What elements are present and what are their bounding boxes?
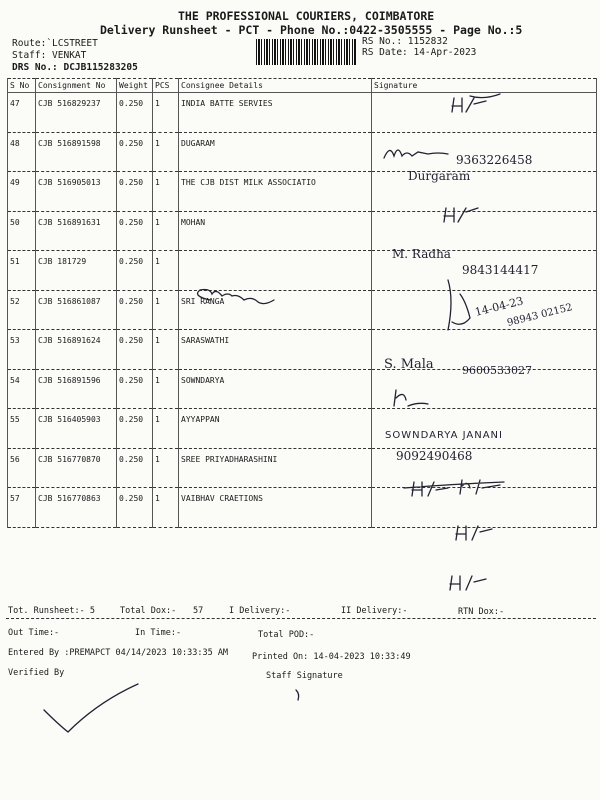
cell-sno: 49	[8, 172, 36, 212]
signature-row-56	[456, 526, 492, 540]
total-dox-label: Total Dox:-	[120, 606, 177, 616]
cell-weight: 0.250	[117, 290, 153, 330]
cell-sno: 55	[8, 409, 36, 449]
cell-pcs: 1	[153, 330, 179, 370]
cell-weight: 0.250	[117, 172, 153, 212]
cell-consignee: THE CJB DIST MILK ASSOCIATIO	[179, 172, 372, 212]
row54-phone: 9092490468	[396, 449, 473, 463]
cell-signature	[372, 211, 597, 251]
cell-consignment: CJB 516905013	[36, 172, 117, 212]
verified-signature	[44, 684, 138, 732]
total-pod: Total POD:-	[258, 630, 315, 640]
col-signature: Signature	[372, 79, 597, 93]
col-sno: S No	[8, 79, 36, 93]
cell-consignee	[179, 251, 372, 291]
cell-signature	[372, 409, 597, 449]
cell-consignee: DUGARAM	[179, 132, 372, 172]
staff-signature-label: Staff Signature	[266, 671, 343, 681]
footer-divider	[6, 618, 596, 619]
company-title: THE PROFESSIONAL COURIERS, COIMBATORE	[178, 9, 435, 23]
col-pcs: PCS	[153, 79, 179, 93]
cell-consignee: SOWNDARYA	[179, 369, 372, 409]
cell-sno: 51	[8, 251, 36, 291]
cell-pcs: 1	[153, 290, 179, 330]
cell-signature	[372, 369, 597, 409]
row54-name: SOWNDARYA JANANI	[385, 430, 503, 441]
table-row	[8, 290, 597, 330]
table-row	[8, 211, 597, 251]
cell-consignment: CJB 516770870	[36, 448, 117, 488]
cell-consignee: INDIA BATTE SERVIES	[179, 93, 372, 133]
cell-signature	[372, 172, 597, 212]
row50-name: M. Radha	[392, 247, 451, 261]
table-row	[8, 409, 597, 449]
runsheet-subtitle: Delivery Runsheet - PCT - Phone No.:0422-3505555 - Page No.:5	[100, 23, 523, 37]
drs-number: DRS No.: DCJB115283205	[12, 62, 138, 73]
total-dox-value: 57	[193, 606, 204, 616]
rs-date: RS Date: 14-Apr-2023	[362, 47, 477, 58]
cell-sno: 57	[8, 488, 36, 528]
table-row	[8, 132, 597, 172]
cell-weight: 0.250	[117, 369, 153, 409]
row52-name: S. Mala	[384, 357, 434, 372]
cell-sno: 50	[8, 211, 36, 251]
cell-consignment: CJB 516891598	[36, 132, 117, 172]
table-row	[8, 93, 597, 133]
cell-pcs: 1	[153, 251, 179, 291]
col-consignee: Consignee Details	[179, 79, 372, 93]
cell-sno: 53	[8, 330, 36, 370]
cell-weight: 0.250	[117, 488, 153, 528]
cell-signature	[372, 488, 597, 528]
cell-sno: 48	[8, 132, 36, 172]
runsheet-table	[7, 78, 597, 528]
cell-sno: 47	[8, 93, 36, 133]
cell-signature	[372, 448, 597, 488]
cell-consignee: MOHAN	[179, 211, 372, 251]
i-delivery: I Delivery:-	[229, 606, 291, 616]
route-label: Route:`LCSTREET	[12, 38, 98, 49]
cell-weight: 0.250	[117, 409, 153, 449]
row51-phone: 98943 02152	[506, 302, 574, 329]
cell-weight: 0.250	[117, 132, 153, 172]
cell-pcs: 1	[153, 172, 179, 212]
cell-consignment: CJB 516891596	[36, 369, 117, 409]
printed-on: Printed On: 14-04-2023 10:33:49	[252, 652, 411, 662]
cell-signature	[372, 132, 597, 172]
cell-weight: 0.250	[117, 330, 153, 370]
cell-pcs: 1	[153, 93, 179, 133]
cell-consignment: CJB 516770863	[36, 488, 117, 528]
verified-by: Verified By	[8, 668, 65, 678]
staff-signature-mark	[296, 690, 299, 700]
cell-pcs: 1	[153, 132, 179, 172]
cell-sno: 52	[8, 290, 36, 330]
cell-pcs: 1	[153, 409, 179, 449]
row48-phone: 9363226458	[456, 153, 533, 167]
cell-weight: 0.250	[117, 251, 153, 291]
rtn-dox: RTN Dox:-	[458, 607, 505, 617]
col-consignment: Consignment No	[36, 79, 117, 93]
cell-signature	[372, 330, 597, 370]
cell-pcs: 1	[153, 488, 179, 528]
cell-consignee: VAIBHAV CRAETIONS	[179, 488, 372, 528]
row48-name: Durgaram	[408, 169, 471, 183]
cell-signature	[372, 93, 597, 133]
cell-consignee: SRI RANGA	[179, 290, 372, 330]
table-row	[8, 488, 597, 528]
cell-consignment: CJB 516891631	[36, 211, 117, 251]
table-header-row	[8, 79, 597, 93]
cell-weight: 0.250	[117, 448, 153, 488]
cell-consignment: CJB 516405903	[36, 409, 117, 449]
cell-consignee: SARASWATHI	[179, 330, 372, 370]
in-time: In Time:-	[135, 628, 182, 638]
cell-pcs: 1	[153, 369, 179, 409]
table-row	[8, 448, 597, 488]
tot-runsheet: Tot. Runsheet:- 5	[8, 606, 95, 616]
cell-consignment: CJB 516891624	[36, 330, 117, 370]
row52-phone: 9600533027	[462, 364, 532, 377]
ii-delivery: II Delivery:-	[341, 606, 408, 616]
cell-sno: 56	[8, 448, 36, 488]
cell-consignment: CJB 181729	[36, 251, 117, 291]
row51-date: 14-04-23	[473, 294, 525, 319]
staff-label: Staff: VENKAT	[12, 50, 87, 61]
cell-signature	[372, 251, 597, 291]
entered-by: Entered By :PREMAPCT 04/14/2023 10:33:35 AM	[8, 648, 229, 658]
barcode	[256, 39, 356, 65]
table-row	[8, 172, 597, 212]
table-row	[8, 369, 597, 409]
table-row	[8, 251, 597, 291]
cell-pcs: 1	[153, 448, 179, 488]
row50-phone: 9843144417	[462, 263, 539, 277]
cell-weight: 0.250	[117, 93, 153, 133]
cell-consignee: SREE PRIYADHARASHINI	[179, 448, 372, 488]
col-weight: Weight	[117, 79, 153, 93]
signature-row-57	[450, 576, 486, 590]
rs-number: RS No.: 1152832	[362, 36, 448, 47]
cell-consignment: CJB 516829237	[36, 93, 117, 133]
cell-consignee: AYYAPPAN	[179, 409, 372, 449]
cell-signature	[372, 290, 597, 330]
cell-pcs: 1	[153, 211, 179, 251]
table-row	[8, 330, 597, 370]
out-time: Out Time:-	[8, 628, 60, 638]
cell-consignment: CJB 516861087	[36, 290, 117, 330]
cell-sno: 54	[8, 369, 36, 409]
cell-weight: 0.250	[117, 211, 153, 251]
